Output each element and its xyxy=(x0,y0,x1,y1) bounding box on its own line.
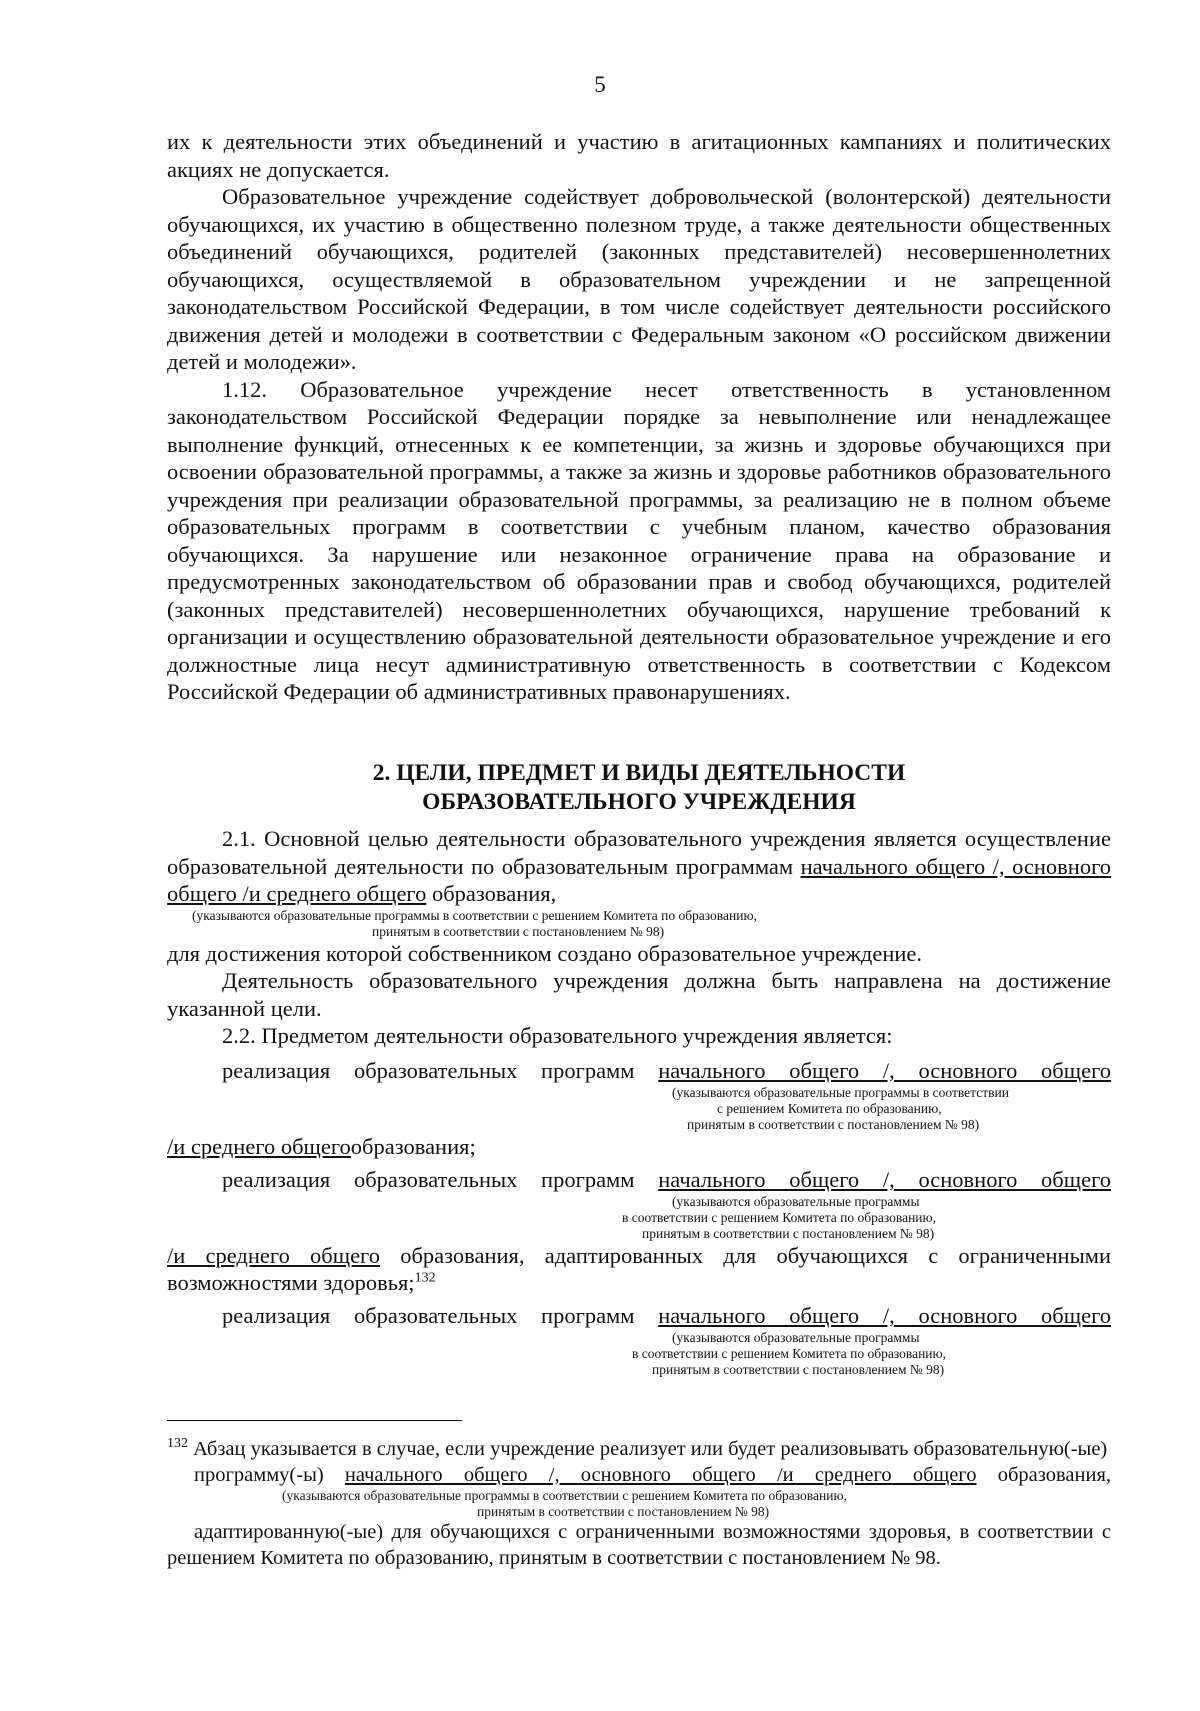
item-2-line xyxy=(167,1166,1111,1194)
footnote-line2-lead: программу(-ы) xyxy=(194,1463,324,1486)
footnote-marker: 132 xyxy=(167,1436,188,1452)
paragraph-volunteer: Образовательное учреждение содействует добровольческой (волонтерской) деятельности обучающихся, их участию в общественно полезном труде, а также деятельности общественных объединений обучающихся, родителей (законных представителей) несовершеннолетних обучающихся, осуществляемой в образовательном учреждении и не запрещенной законодательством Российской Федерации, в том числе содействует деятельности российского движения детей и молодежи в соответствии с Федеральным законом «О российском движении детей и молодежи». xyxy=(167,184,1111,374)
item-3 xyxy=(167,1302,1111,1378)
item-2-note-3: принятым в соответствии с постановлением № 98) xyxy=(642,1225,935,1241)
footnote-line2 xyxy=(167,1463,1111,1489)
item-1-cont-underlined: /и среднего общего xyxy=(167,1133,351,1159)
item-1-note-2: с решением Комитета по образованию, xyxy=(717,1100,942,1116)
paragraph-intro-0: их к деятельности этих объединений и участию в агитационных кампаниях и политических акциях не допускается. xyxy=(167,129,1111,182)
item-1 xyxy=(167,1057,1111,1160)
paragraph-2-1-lead: 2.1. Основной целью деятельности образовательного учреждения является осуществление образовательной деятельности по образовательным программам xyxy=(167,826,1111,879)
footnote-132 xyxy=(167,1437,1111,1571)
item-2-cont-text: образования, адаптированных для обучающихся с ограниченными возможностями здоровья; xyxy=(167,1242,1111,1295)
footnote-ref-132[interactable]: 132 xyxy=(414,1270,436,1286)
footnote-line1 xyxy=(167,1437,1111,1463)
item-2-cont-underlined: /и среднего общего xyxy=(167,1242,380,1268)
paragraph-1-12: 1.12. Образовательное учреждение несет ответственность в установленном законодательством Российской Федерации порядке за невыполнение или ненадлежащее выполнение функций, отнесенных к ее компетенции, за жизнь и здоровье обучающихся при освоении образовательной программы, а также за жизнь и здоровье работников образовательного учреждения при реализации образовательной программы, за реализацию не в полном объеме образовательных программ в соответствии с учебным планом, качество образования обучающихся. За нарушение или незаконное ограничение права на образование и предусмотренных законодательством об образовании прав и свобод обучающихся, родителей (законных представителей) несовершеннолетних обучающихся, нарушение требований к организации и осуществлению образовательной деятельности образовательное учреждение и его должностные лица несут административную ответственность в соответствии с Кодексом Российской Федерации об административных правонарушениях. xyxy=(167,376,1111,704)
section-2-heading-line2: ОБРАЗОВАТЕЛЬНОГО УЧРЕЖДЕНИЯ xyxy=(422,789,856,815)
item-1-cont-text: образования; xyxy=(350,1133,476,1159)
footnote-note-1: (указываются образовательные программы в соответствии с решением Комитета по образованию, xyxy=(282,1488,847,1503)
item-2-note-1: (указываются образовательные программы xyxy=(672,1193,920,1209)
page-number: 5 xyxy=(594,72,606,97)
item-3-note-3: принятым в соответствии с постановлением № 98) xyxy=(652,1361,945,1377)
item-1-cont xyxy=(167,1133,1111,1161)
item-2-lead: реализация образовательных программ xyxy=(222,1167,635,1192)
paragraph-2-1-tail: образования, xyxy=(431,881,557,906)
intro-block xyxy=(167,128,1111,706)
paragraph-2-1 xyxy=(167,825,1111,1050)
item-3-lead: реализация образовательных программ xyxy=(222,1303,635,1328)
item-1-programs: начального общего /, основного общего xyxy=(658,1058,1111,1083)
item-2 xyxy=(167,1166,1111,1297)
footnote-line2-tail: образования, xyxy=(997,1463,1111,1486)
section-2-heading xyxy=(167,759,1111,817)
footnote-note-2: принятым в соответствии с постановлением № 98) xyxy=(477,1504,770,1519)
paragraph-2-1-text xyxy=(167,825,1111,908)
item-2-note-2: в соответствии с решением Комитета по образованию, xyxy=(622,1209,936,1225)
paragraph-2-1-cont: для достижения которой собственником создано образовательное учреждение. xyxy=(167,940,923,966)
section-2-heading-line1: 2. ЦЕЛИ, ПРЕДМЕТ И ВИДЫ ДЕЯТЕЛЬНОСТИ xyxy=(372,760,906,786)
footnote-separator xyxy=(167,1420,462,1421)
footnote-line3: адаптированную(-ые) для обучающихся с ограниченными возможностями здоровья, в соответствии с решением Комитета по образованию, принятым в соответствии с постановлением № 98. xyxy=(167,1521,1111,1569)
footnote-line1-text: Абзац указывается в случае, если учреждение реализует или будет реализовывать образовательную(-ые) xyxy=(193,1438,1108,1460)
item-3-note-2: в соответствии с решением Комитета по образованию, xyxy=(632,1345,946,1361)
paragraph-2-1-aim: Деятельность образовательного учреждения должна быть направлена на достижение указанной цели. xyxy=(167,968,1111,1021)
item-1-lead: реализация образовательных программ xyxy=(222,1058,635,1083)
footnote-programs: начального общего /, основного общего /и среднего общего xyxy=(344,1463,977,1486)
item-3-line xyxy=(167,1302,1111,1330)
paragraph-2-2: 2.2. Предметом деятельности образовательного учреждения является: xyxy=(222,1023,893,1048)
note-2-1-line2: принятым в соответствии с постановлением № 98) xyxy=(372,923,665,939)
item-1-line xyxy=(167,1057,1111,1085)
item-1-note-3: принятым в соответствии с постановлением № 98) xyxy=(687,1116,980,1132)
item-3-programs: начального общего /, основного общего xyxy=(658,1303,1111,1328)
item-1-note-1: (указываются образовательные программы в соответствии xyxy=(672,1084,1009,1100)
item-3-note-1: (указываются образовательные программы xyxy=(672,1329,920,1345)
note-2-1-line1: (указываются образовательные программы в соответствии с решением Комитета по образованию, xyxy=(192,907,757,923)
programs-underlined: начального общего /, основного общего /и среднего общего xyxy=(167,853,1111,906)
item-2-programs: начального общего /, основного общего xyxy=(658,1167,1111,1192)
item-2-cont xyxy=(167,1242,1111,1297)
